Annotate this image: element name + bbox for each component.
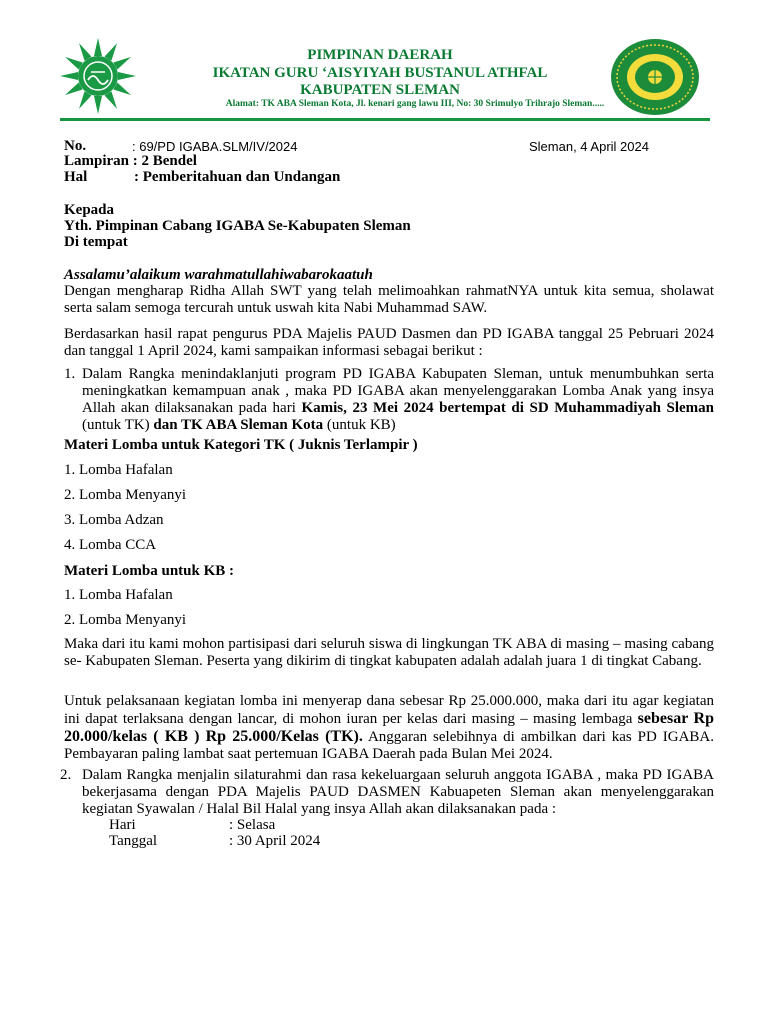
- header-line-2: IKATAN GURU ‘AISYIYAH BUSTANUL ATHFAL: [212, 65, 548, 81]
- opening-paragraph: Dengan mengharap Ridha Allah SWT yang telah melimoahkan rahmatNYA untuk kita semua, sholawat serta salam semoga tercurah untuk uswah kita Nabi Muhammad SAW.: [64, 283, 714, 316]
- event-date-value: : 30 April 2024: [229, 833, 321, 849]
- event-day-value: : Selasa: [229, 817, 276, 833]
- kb-category-heading: Materi Lomba untuk KB :: [64, 563, 235, 579]
- event-day-label: Hari: [109, 817, 136, 833]
- item-2-text: Dalam Rangka menjalin silaturahmi dan rasa kekeluargaan seluruh anggota IGABA , maka PD IGABA bekerjasama dengan PDA Majelis PAUD DASMEN Kabuapeten Sleman akan menyelenggarakan kegiatan Syawalan / Halal Bil Halal yang insya Allah akan dilaksanakan pada :: [82, 767, 714, 817]
- addressee-place: Di tempat: [64, 234, 128, 250]
- organization-logo-right: [610, 38, 700, 116]
- tk-list-item: 3. Lomba Adzan: [64, 512, 164, 528]
- item-1-intro: Dalam Rangka menindaklanjuti program PD IGABA Kabupaten Sleman, untuk menumbuhkan serta meningkatkan kemampuan anak , maka PD IGABA akan menyelenggarakan Lomba Anak yang insya Allah akan dilaksanakan pada hari: [82, 366, 714, 416]
- organization-logo-left: [58, 36, 138, 116]
- attachment-line: Lampiran : 2 Bendel: [64, 153, 197, 169]
- item-1-text: [82, 366, 714, 434]
- item-1-kb-note: (untuk KB): [323, 417, 396, 433]
- item-2-number: 2.: [60, 767, 72, 783]
- addressee-kepada: Kepada: [64, 202, 115, 218]
- tk-category-heading: Materi Lomba untuk Kategori TK ( Juknis Terlampir ): [64, 437, 418, 453]
- tk-list-item: 4. Lomba CCA: [64, 537, 157, 553]
- kb-list-item: 1. Lomba Hafalan: [64, 587, 173, 603]
- number-value: : 69/PD IGABA.SLM/IV/2024: [132, 139, 298, 154]
- funding-amount: sebesar Rp 20.000/kelas ( KB ) Rp 25.000/Kelas (TK).: [64, 710, 714, 745]
- header-divider: [60, 118, 710, 121]
- letter-date: Sleman, 4 April 2024: [529, 139, 649, 154]
- funding-intro: Untuk pelaksanaan kegiatan lomba ini menyerap dana sebesar Rp 25.000.000, maka dari itu agar kegiatan ini dapat terlaksana dengan lancar, di mohon iuran per kelas dari masing – masing lembaga: [64, 693, 714, 727]
- header-line-3: KABUPATEN SLEMAN: [300, 82, 460, 98]
- subject-label: Hal: [64, 169, 88, 185]
- meeting-paragraph: Berdasarkan hasil rapat pengurus PDA Majelis PAUD Dasmen dan PD IGABA tanggal 25 Pebruari 2024 dan tanggal 1 April 2024, kami sampaikan informasi sebagai berikut :: [64, 326, 714, 359]
- funding-paragraph: [64, 693, 714, 763]
- item-1-number: 1.: [64, 366, 76, 382]
- header-address: Alamat: TK ABA Sleman Kota, Jl. kenari gang lawu III, No: 30 Srimulyo Trihrajo Sleman.....: [225, 99, 605, 109]
- item-1-venue-2: dan TK ABA Sleman Kota: [153, 417, 324, 433]
- greeting: Assalamu’alaikum warahmatullahiwabarokaatuh: [64, 267, 373, 283]
- funding-outro: Anggaran selebihnya di ambilkan dari kas PD IGABA. Pembayaran paling lambat saat pertemuan IGABA Daerah pada Bulan Mei 2024.: [64, 729, 715, 762]
- kb-list-item: 2. Lomba Menyanyi: [64, 612, 187, 628]
- item-1-tk-note: (untuk TK): [82, 417, 154, 433]
- item-1-venue: Kamis, 23 Mei 2024 bertempat di SD Muhammadiyah Sleman: [301, 400, 714, 416]
- addressee-recipient: Yth. Pimpinan Cabang IGABA Se-Kabupaten Sleman: [64, 218, 411, 234]
- number-label: No.: [64, 138, 87, 154]
- event-date-label: Tanggal: [109, 833, 158, 849]
- tk-list-item: 2. Lomba Menyanyi: [64, 487, 187, 503]
- subject-value: : Pemberitahuan dan Undangan: [134, 169, 341, 185]
- header-line-1: PIMPINAN DAERAH: [307, 47, 453, 63]
- tk-list-item: 1. Lomba Hafalan: [64, 462, 173, 478]
- participation-paragraph: Maka dari itu kami mohon partisipasi dari seluruh siswa di lingkungan TK ABA di masing – masing cabang se- Kabupaten Sleman. Peserta yang dikirim di tingkat kabupaten adalah adalah juara 1 di tingkat Cabang.: [64, 636, 714, 669]
